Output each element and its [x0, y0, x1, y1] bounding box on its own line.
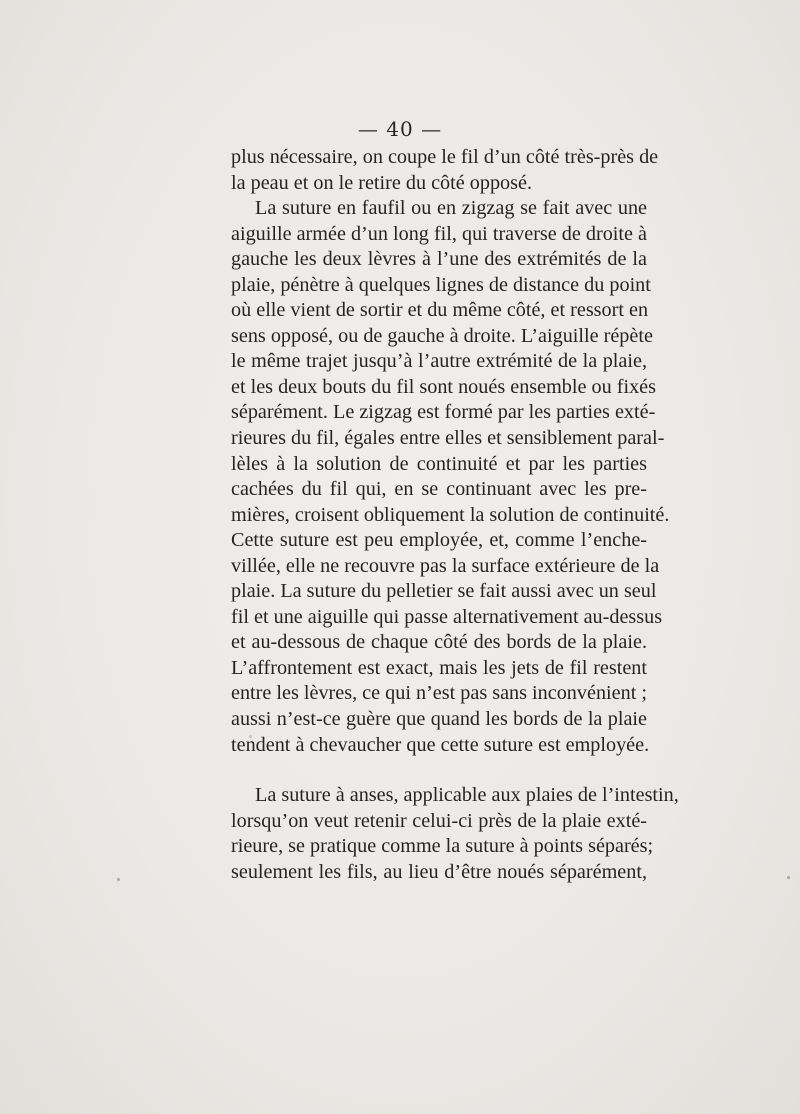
text-line: mières, croisent obliquement la solution de continuité. [231, 503, 670, 526]
text-line: L’affrontement est exact, mais les jets de fil restent [231, 656, 647, 679]
text-line: entre les lèvres, ce qui n’est pas sans inconvénient ; [231, 682, 647, 705]
text-line: aiguille armée d’un long fil, qui traverse de droite à [231, 222, 647, 245]
text-line: villée, elle ne recouvre pas la surface extérieure de la [231, 554, 660, 577]
text-line: plaie, pénètre à quelques lignes de distance du point [231, 273, 651, 296]
text-line: fil et une aiguille qui passe alternativement au-dessus [231, 605, 663, 628]
text-line: tendent à chevaucher que cette suture est employée. [231, 733, 650, 756]
text-line: sens opposé, ou de gauche à droite. L’aiguille répète [231, 324, 653, 347]
text-line: Cette suture est peu employée, et, comme l’enche- [231, 529, 647, 552]
text-line: et au-dessous de chaque côté des bords de la plaie. [231, 631, 647, 654]
paper-speck [117, 878, 120, 881]
text-line: rieure, se pratique comme la suture à points séparés; [231, 835, 654, 858]
paper-speck [787, 876, 790, 879]
text-line: plus nécessaire, on coupe le fil d’un côté très-près de [231, 146, 659, 168]
text-line: lorsqu’on veut retenir celui-ci près de la plaie exté- [231, 809, 647, 832]
text-line: où elle vient de sortir et du même côté, et ressort en [231, 299, 649, 322]
text-line: la peau et on le retire du côté opposé. [231, 171, 533, 194]
text-line: La suture à anses, applicable aux plaies de l’intestin, [255, 784, 679, 807]
text-line: seulement les fils, au lieu d’être noués séparément, [231, 860, 647, 883]
text-line: le même trajet jusqu’à l’autre extrémité de la plaie, [231, 350, 647, 373]
text-line: aussi n’est-ce guère que quand les bords de la plaie [231, 708, 647, 731]
text-line: et les deux bouts du fil sont noués ensemble ou fixés [231, 375, 656, 398]
page-number: — 40 — [357, 117, 443, 141]
paragraph-gap [231, 758, 647, 783]
text-line: cachées du fil qui, en se continuant avec les pre- [231, 478, 647, 501]
text-line: rieures du fil, égales entre elles et sensiblement paral- [231, 427, 665, 450]
text-line: gauche les deux lèvres à l’une des extrémités de la [231, 248, 647, 271]
text-line: La suture en faufil ou en zigzag se fait avec une [255, 197, 647, 220]
body-text [231, 145, 679, 885]
text-line: plaie. La suture du pelletier se fait aussi avec un seul [231, 580, 657, 603]
text-line: lèles à la solution de continuité et par les parties [231, 452, 647, 475]
text-line: séparément. Le zigzag est formé par les parties exté- [231, 401, 656, 424]
paper-speck [249, 735, 252, 738]
